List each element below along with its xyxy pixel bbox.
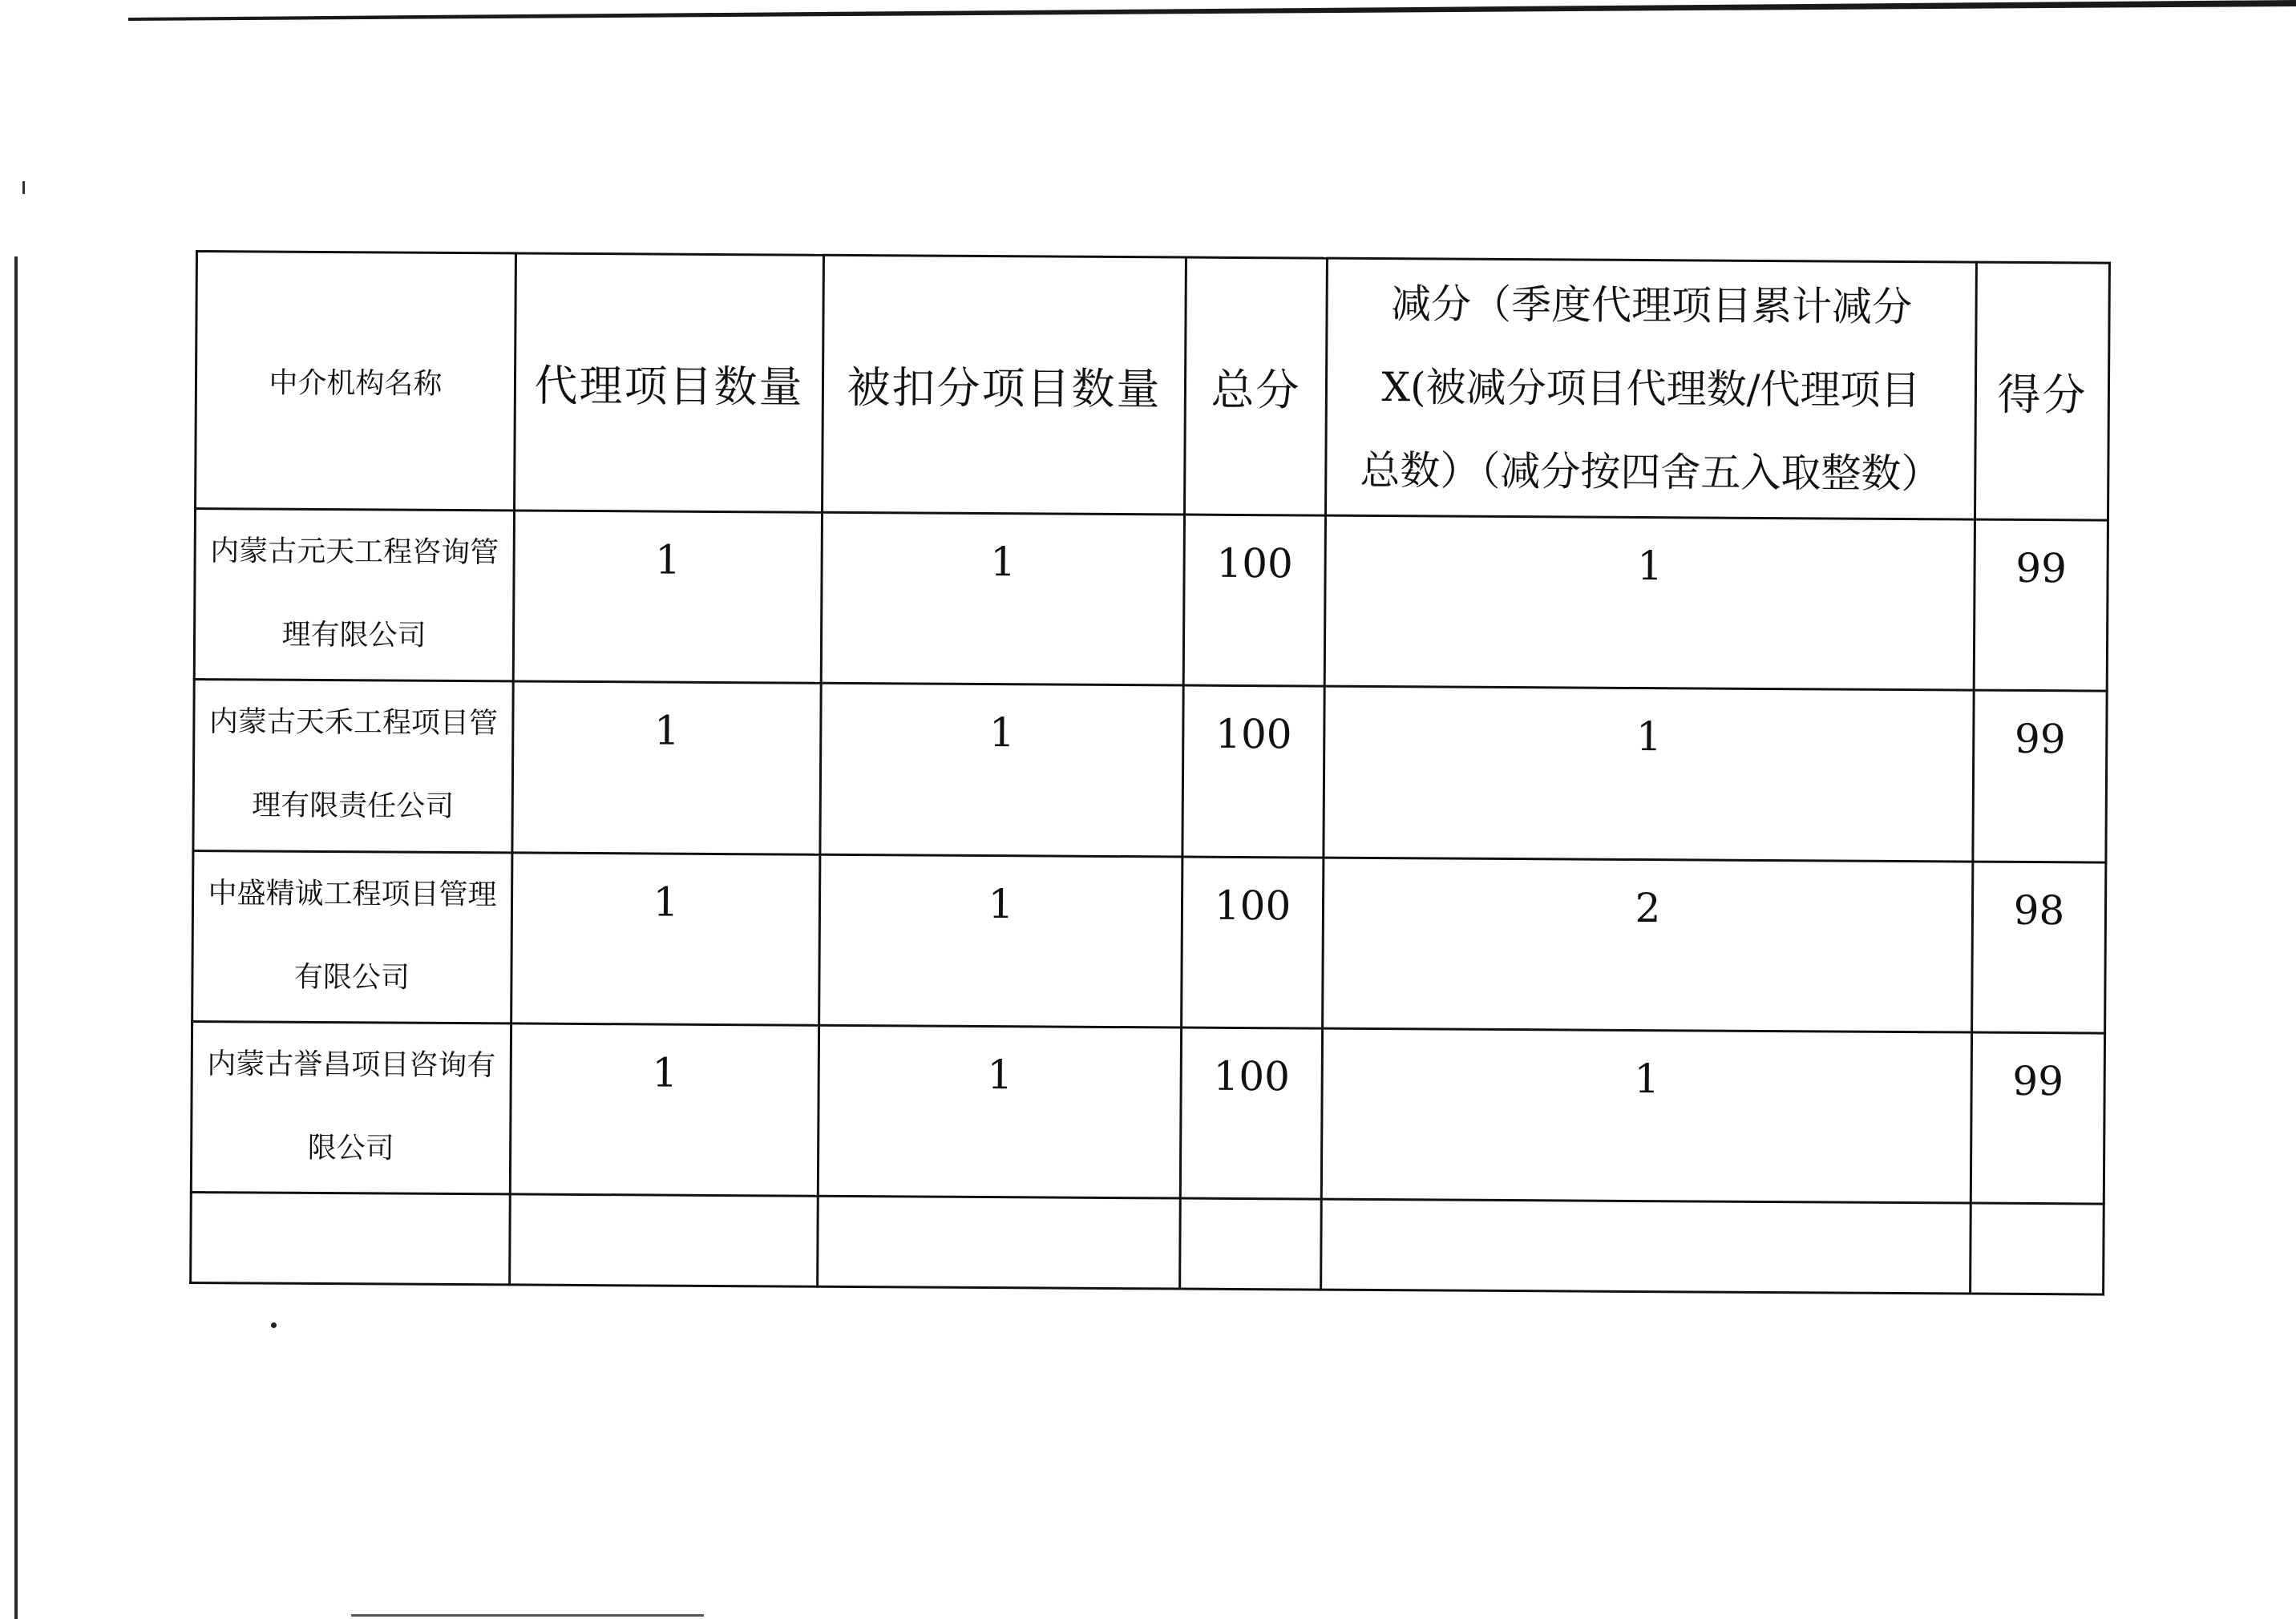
org-name-line: 理有限公司	[281, 618, 426, 652]
org-name-cell	[191, 1021, 511, 1194]
org-name-cell	[192, 850, 512, 1023]
table-row	[191, 1021, 2104, 1204]
header-deducted-count: 被扣分项目数量	[823, 255, 1186, 515]
empty-cell	[1321, 1199, 1971, 1294]
project-count-cell: 1	[512, 681, 821, 854]
project-count-cell: 1	[510, 1023, 819, 1196]
final-score-cell: 99	[1973, 690, 2107, 862]
table-header-row	[196, 252, 2110, 521]
deduction-cell: 1	[1324, 686, 1974, 861]
table-row	[192, 850, 2106, 1033]
empty-cell	[191, 1192, 511, 1285]
org-name-cell	[193, 680, 513, 853]
score-table-container	[189, 250, 2108, 1296]
total-score-cell: 100	[1183, 515, 1325, 686]
deducted-count-cell: 1	[819, 854, 1182, 1028]
scan-speck	[22, 181, 25, 194]
header-org-name: 中介机构名称	[196, 252, 516, 511]
table-row	[193, 680, 2107, 862]
empty-cell	[1971, 1203, 2104, 1294]
deduction-cell: 2	[1323, 858, 1973, 1032]
final-score-cell: 99	[1971, 1032, 2104, 1204]
header-final-score: 得分	[1975, 262, 2109, 520]
empty-cell	[510, 1194, 819, 1287]
total-score-cell: 100	[1182, 857, 1324, 1028]
scan-speck	[271, 1322, 277, 1328]
scan-left-edge	[14, 256, 18, 1619]
org-name-line: 限公司	[307, 1131, 394, 1165]
deduction-cell: 1	[1321, 1028, 1971, 1203]
org-name-line: 中盛精诚工程项目管理	[208, 876, 497, 911]
org-name-line: 理有限责任公司	[252, 789, 455, 824]
project-count-cell: 1	[511, 852, 820, 1024]
header-total-score: 总分	[1185, 257, 1328, 515]
deduction-cell: 1	[1324, 515, 1975, 690]
scan-bottom-edge	[351, 1614, 704, 1617]
org-name-line: 内蒙古天禾工程项目管	[208, 705, 499, 741]
final-score-cell: 99	[1974, 519, 2108, 691]
empty-table-row	[191, 1192, 2104, 1294]
header-deduction	[1326, 258, 1977, 519]
deducted-count-cell: 1	[820, 684, 1183, 857]
empty-cell	[1180, 1198, 1322, 1290]
header-deduction-line: X(被减分项目代理数/代理项目	[1381, 364, 1921, 414]
org-name-cell	[194, 509, 514, 682]
header-deduction-line: 总数）（减分按四舍五入取整数）	[1360, 446, 1942, 498]
empty-cell	[818, 1196, 1181, 1289]
score-table	[189, 250, 2111, 1296]
final-score-cell: 98	[1972, 862, 2106, 1033]
table-row	[194, 509, 2108, 692]
org-name-line: 内蒙古元天工程咨询管	[210, 535, 499, 570]
scan-top-edge	[128, 0, 2296, 21]
deducted-count-cell: 1	[818, 1025, 1181, 1198]
project-count-cell: 1	[513, 511, 822, 683]
org-name-line: 内蒙古誉昌项目咨询有	[207, 1047, 496, 1082]
total-score-cell: 100	[1180, 1028, 1322, 1199]
org-name-line: 有限公司	[293, 960, 410, 995]
header-deduction-line: 减分（季度代理项目累计减分	[1390, 281, 1913, 331]
total-score-cell: 100	[1182, 685, 1324, 857]
deducted-count-cell: 1	[821, 513, 1184, 686]
header-project-count: 代理项目数量	[515, 253, 824, 513]
